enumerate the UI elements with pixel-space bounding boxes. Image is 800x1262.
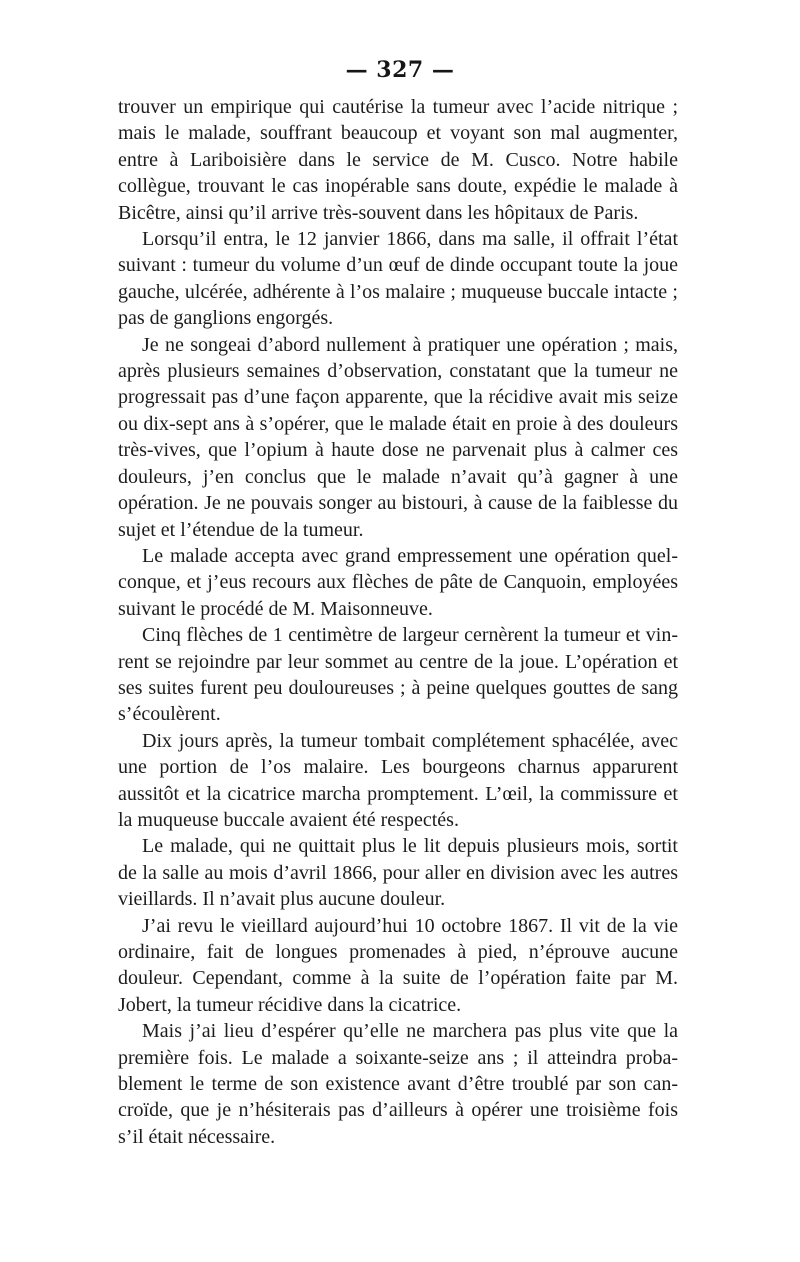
- paragraph: Le malade, qui ne quittait plus le lit depuis plusieurs mois, sortit de la salle au mois d’avril 1866, pour aller en division avec les autres vieillards. Il n’avait plus aucune douleur.: [118, 835, 678, 911]
- body-text: [118, 94, 678, 1150]
- paragraph: Le malade accepta avec grand empressement une opération quelconque, et j’eus recours aux flèches de pâte de Canquoin, employées suivant le procédé de M. Maisonneuve.: [118, 544, 678, 620]
- paragraph: Dix jours après, la tumeur tombait complétement sphacélée, avec une portion de l’os malaire. Les bourgeons charnus apparurent aussitôt et la cicatrice marcha promptement. L’œil, la commissure et la muqueuse buccale avaient été respectés.: [118, 729, 678, 831]
- paragraph: J’ai revu le vieillard aujourd’hui 10 octobre 1867. Il vit de la vie ordinaire, fait de longues promenades à pied, n’éprouve aucune douleur. Cependant, comme à la suite de l’opération faite par M. Jobert, la tumeur récidive dans la cicatrice.: [118, 914, 678, 1016]
- paragraph: Lorsqu’il entra, le 12 janvier 1866, dans ma salle, il offrait l’état suivant : tumeur du volume d’un œuf de dinde occupant toute la joue gauche, ulcérée, adhérente à l’os malaire ; muqueuse buccale intacte ; pas de ganglions engorgés.: [118, 228, 678, 330]
- page-number-header: — 327 —: [345, 57, 455, 83]
- paragraph: trouver un empirique qui cautérise la tumeur avec l’acide nitrique ; mais le malade, souffrant beaucoup et voyant son mal augmenter, entre à Lariboisière dans le service de M. Cusco. Notre habile collègue, trouvant le cas inopérable sans doute, expédie le malade à Bicêtre, ainsi qu’il arrive très-souvent dans les hôpitaux de Paris.: [118, 96, 678, 224]
- paragraph: Mais j’ai lieu d’espérer qu’elle ne marchera pas plus vite que la première fois. Le malade a soixante-seize ans ; il atteindra probablement le terme de son existence avant d’être troublé par son cancroïde, que je n’hésiterais pas d’ailleurs à opérer une troisième fois s’il était nécessaire.: [118, 1020, 678, 1148]
- paragraph: Je ne songeai d’abord nullement à pratiquer une opération ; mais, après plusieurs semaines d’observation, constatant que la tumeur ne progressait pas d’une façon apparente, que la récidive avait mis seize ou dix-sept ans à s’opérer, que le malade était en proie à des douleurs très-vives, que l’opium à haute dose ne parvenait plus à calmer ces douleurs, j’en conclus que le malade n’avait qu’à gagner à une opération. Je ne pouvais songer au bistouri, à cause de la faiblesse du sujet et l’étendue de la tumeur.: [118, 333, 678, 541]
- paragraph: Cinq flèches de 1 centimètre de largeur cernèrent la tumeur et vinrent se rejoindre par leur sommet au centre de la joue. L’opération et ses suites furent peu douloureuses ; à peine quelques gouttes de sang s’écoulèrent.: [118, 624, 678, 726]
